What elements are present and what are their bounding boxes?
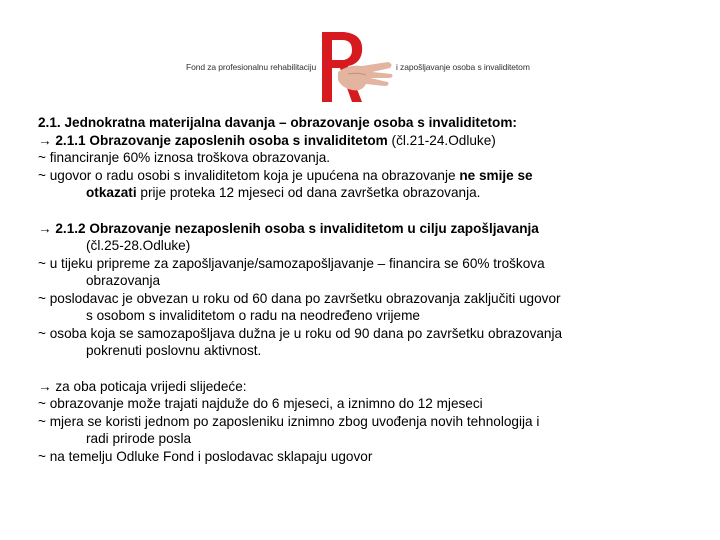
section3-bullet-2-cont: radi prirode posla xyxy=(86,431,192,446)
slide-title: 2.1. Jednokratna materijalna davanja – obrazovanje osoba s invaliditetom: xyxy=(38,115,517,130)
section3-bullet-3: ~ na temelju Odluke Fond i poslodavac sklapaju ugovor xyxy=(38,448,373,464)
section1-heading: → 2.1.1 Obrazovanje zaposlenih osoba s invaliditetom (čl.21-24.Odluke) xyxy=(38,132,496,148)
section2-heading-ref: (čl.25-28.Odluke) xyxy=(86,238,191,253)
fund-logo-icon xyxy=(318,28,394,106)
section2-bullet-2: ~ poslodavac je obvezan u roku od 60 dana po završetku obrazovanja zaključiti ugovor xyxy=(38,290,561,306)
section1-bullet-2-cont: otkazati prije proteka 12 mjeseci od dana završetka obrazovanja. xyxy=(86,185,481,200)
section2-bullet-1: ~ u tijeku pripreme za zapošljavanje/samozapošljavanje – financira se 60% troškova xyxy=(38,255,545,271)
section2-heading: → 2.1.2 Obrazovanje nezaposlenih osoba s invaliditetom u cilju zapošljavanja xyxy=(38,220,539,236)
section1-bullet-1: ~ financiranje 60% iznosa troškova obrazovanja. xyxy=(38,150,331,165)
section1-bullet-2: ~ ugovor o radu osobi s invaliditetom koja je upućena na obrazovanje ne smije se xyxy=(38,167,533,183)
header xyxy=(0,28,720,108)
section3-bullet-2: ~ mjera se koristi jednom po zaposleniku iznimno zbog uvođenja novih tehnologija i xyxy=(38,413,540,429)
section2-bullet-3: ~ osoba koja se samozapošljava dužna je u roku od 90 dana po završetku obrazovanja xyxy=(38,325,563,341)
section2-bullet-3-cont: pokrenuti poslovnu aktivnost. xyxy=(86,343,262,358)
section3-heading: → za oba poticaja vrijedi slijedeće: xyxy=(38,378,247,394)
section3-bullet-1: ~ obrazovanje može trajati najduže do 6 mjeseci, a iznimno do 12 mjeseci xyxy=(38,396,483,411)
fund-name-right: i zapošljavanje osoba s invaliditetom xyxy=(396,62,530,72)
document-body xyxy=(38,114,702,465)
section2-bullet-1-cont: obrazovanja xyxy=(86,273,161,288)
section2-bullet-2-cont: s osobom s invaliditetom o radu na neodređeno vrijeme xyxy=(86,308,420,323)
fund-name-left: Fond za profesionalnu rehabilitaciju xyxy=(186,62,317,72)
